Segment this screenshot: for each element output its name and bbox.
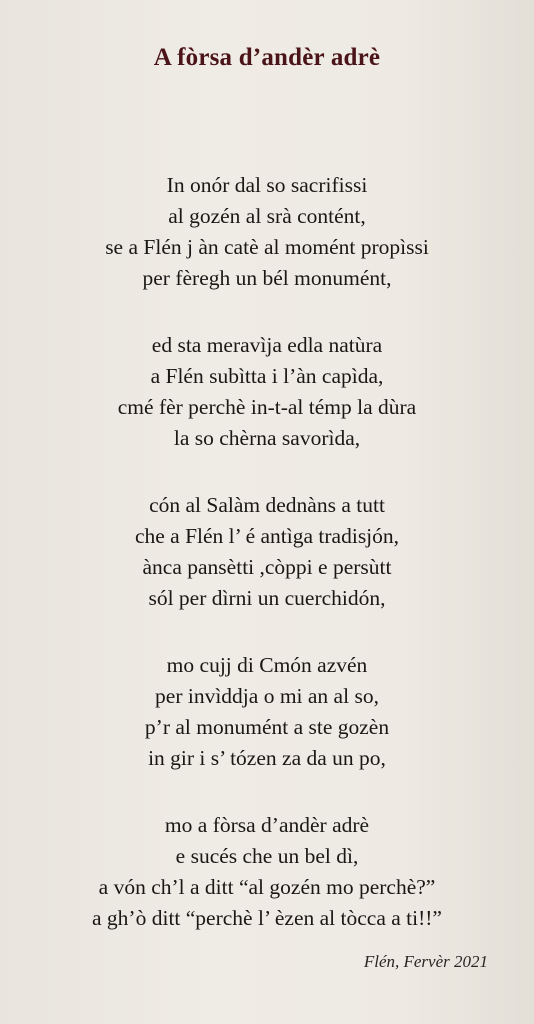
poem-line: al gozén al srà contént, — [168, 204, 366, 228]
poem-line: mo cujj di Cmón azvén — [166, 653, 368, 677]
poem-line: ed sta meravìja edla natùra — [151, 333, 383, 357]
poem-line: e sucés che un bel dì, — [175, 844, 359, 868]
stanza-2 — [0, 330, 534, 454]
poem-line: sól per dìrni un cuerchidón, — [148, 586, 386, 610]
poem-line: cmé fèr perchè in-t-al témp la dùra — [117, 395, 417, 419]
poem-line: a Flén subìtta i l’àn capìda, — [150, 364, 384, 388]
poem-line: la so chèrna savorìda, — [173, 426, 361, 450]
stanza-3 — [0, 490, 534, 614]
poem-title: A fòrsa d’andèr adrè — [153, 44, 381, 71]
poem-line: a vón ch’l a ditt “al gozén mo perchè?” — [98, 875, 436, 899]
poem-line: cón al Salàm dednàns a tutt — [149, 493, 385, 517]
poem-line: ànca pansètti ,còppi e persùtt — [142, 555, 392, 579]
poem-line: a gh’ò ditt “perchè l’ èzen al tòcca a ti!!” — [92, 906, 442, 930]
poem-line: se a Flén j àn catè al momént propìssi — [105, 235, 429, 259]
poem-line: mo a fòrsa d’andèr adrè — [164, 813, 370, 837]
poem-line: per invìddja o mi an al so, — [155, 684, 379, 708]
poem-line: In onór dal so sacrifissi — [166, 173, 368, 197]
poem-line: che a Flén l’ é antìga tradisjón, — [134, 524, 400, 548]
poem-body — [0, 170, 534, 970]
poem-line: p’r al monumént a ste gozèn — [144, 715, 390, 739]
stanza-4 — [0, 650, 534, 774]
stanza-1 — [0, 170, 534, 294]
stanza-5 — [0, 810, 534, 934]
signature-date: Flén, Fervèr 2021 — [363, 952, 488, 971]
poem-line: per fèregh un bél monumént, — [142, 266, 392, 290]
poem-line: in gir i s’ tózen za da un po, — [148, 746, 386, 770]
